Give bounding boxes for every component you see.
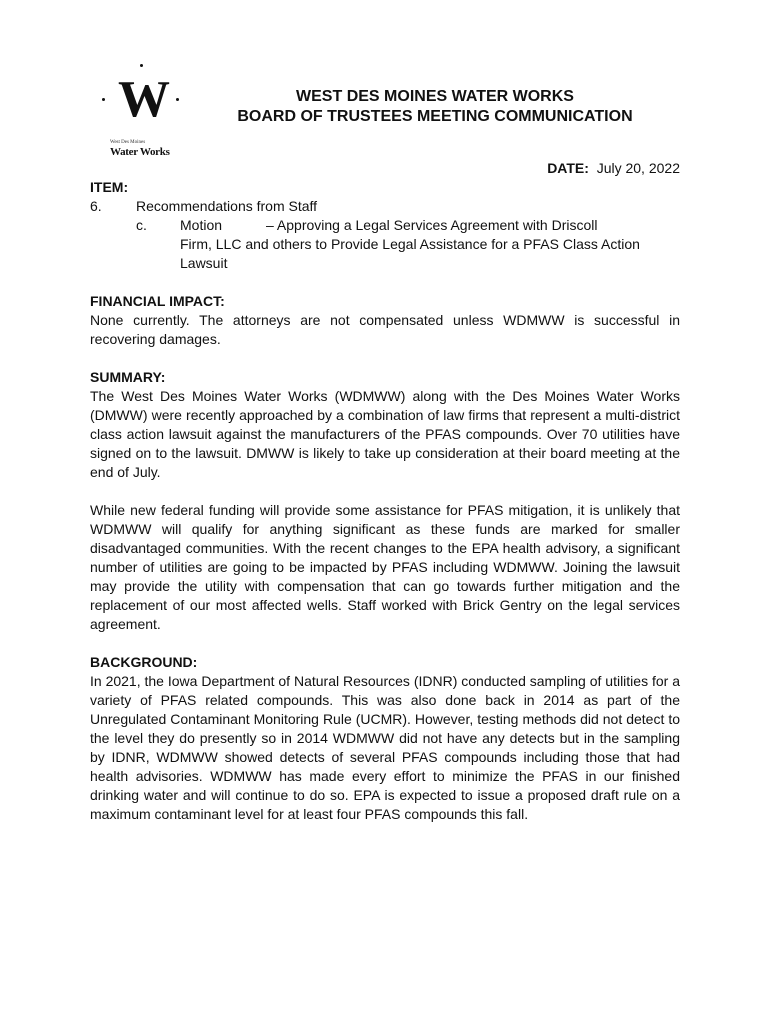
summary-paragraph-2: While new federal funding will provide some assistance for PFAS mitigation, it is unlikely that WDMWW will qualify for anything significant as these funds are marked for smaller disadvantaged communities. With the recent changes to the EPA health advisory, a significant number of utilities are going to be impacted by PFAS including WDMWW. Joining the lawsuit may provide the utility with compensation that can go towards further mitigation and the replacement of our most affected wells. Staff worked with Brick Gentry on the legal services agreement. [90,502,680,632]
date-value: July 20, 2022 [596,160,680,176]
motion-line-1: – Approving a Legal Services Agreement with Driscoll [266,217,598,233]
summary-paragraph-1: The West Des Moines Water Works (WDMWW) along with the Des Moines Water Works (DMWW) were recently approached by a combination of law firms that represent a multi-district class action lawsuit against the manufacturers of the PFAS compounds. Over 70 utilities have signed on to the lawsuit. DMWW is likely to take up consideration at their board meeting at the end of July. [90,388,680,480]
motion-word: Motion [180,217,223,233]
item-title: Recommendations from Staff [136,198,318,214]
logo-wordmark: Water Works [110,146,170,158]
header-line-2: BOARD OF TRUSTEES MEETING COMMUNICATION [237,108,633,125]
financial-label: FINANCIAL IMPACT: [90,293,225,309]
item-label: ITEM: [90,179,129,195]
header-line-1: WEST DES MOINES WATER WORKS [296,88,574,105]
logo-small-text: West Des Moines [110,140,146,145]
date-label: DATE: [547,160,589,176]
document-header [150,87,720,127]
motion-letter: c. [136,217,147,233]
background-paragraph: In 2021, the Iowa Department of Natural Resources (IDNR) conducted sampling of utilities for a variety of PFAS related compounds. This was also done back in 2014 as part of the Unregulated Contaminant Monitoring Rule (UCMR). However, testing methods did not detect to the level they do presently so in 2014 WDMWW did not have any detects but in the sampling by IDNR, WDMWW showed detects of several PFAS compounds including those that had health advisories. WDMWW has made every effort to minimize the PFAS in our finished drinking water and will continue to do so. EPA is expected to issue a proposed draft rule on a maximum contaminant level for at least four PFAS compounds this fall. [90,673,680,822]
document-body [90,178,680,824]
summary-label: SUMMARY: [90,369,166,385]
date-line [547,160,680,176]
logo-dot [102,98,105,101]
item-row [90,197,680,216]
motion-line-3: Lawsuit [180,255,228,271]
financial-text: None currently. The attorneys are not compensated unless WDMWW is successful in recovering damages. [90,312,680,347]
logo-letter: W [118,71,170,128]
item-number: 6. [90,198,102,214]
motion-block [90,216,680,273]
motion-line-2: Firm, LLC and others to Provide Legal Assistance for a PFAS Class Action [180,236,640,252]
logo-dot [140,64,143,67]
background-label: BACKGROUND: [90,654,198,670]
